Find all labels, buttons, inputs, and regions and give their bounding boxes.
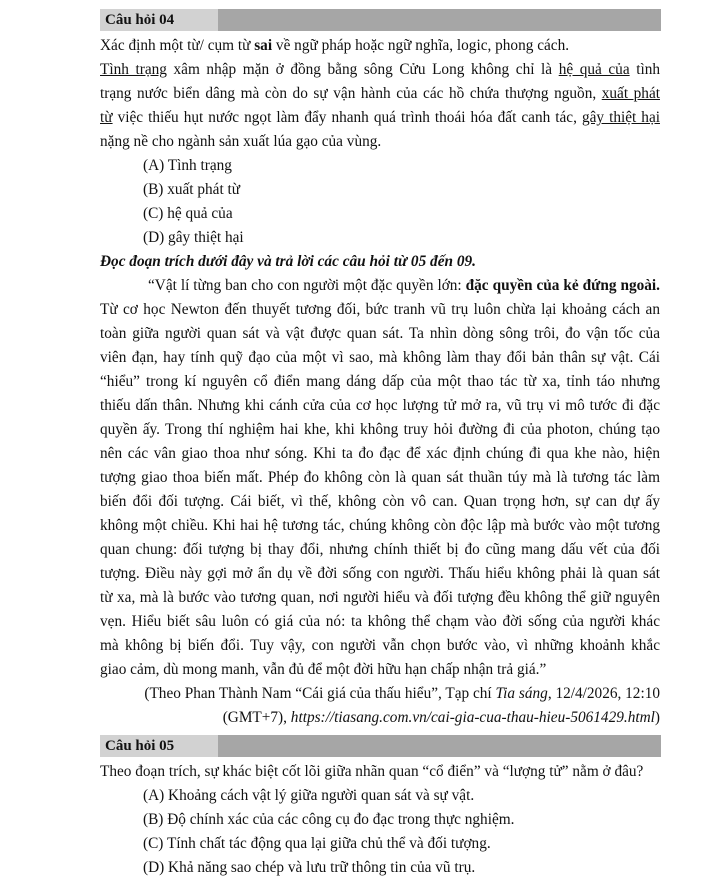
- excerpt-line: quan chung: đối tượng bị thay đổi, nhưng chính thiết bị đo cũng mang dấu vết của đối: [100, 541, 660, 558]
- journal-name: Tia sáng: [495, 685, 548, 702]
- excerpt-line: thiếu dấn thân. Nhưng khi cánh cửa của cơ học lượng tử mở ra, vũ trụ vi mô tước đi đặc: [100, 397, 660, 414]
- section-instruction: Đọc đoạn trích dưới đây và trả lời các câu hỏi từ 05 đến 09.: [100, 253, 476, 270]
- question-05-header: [100, 735, 661, 757]
- excerpt-line: [148, 274, 660, 298]
- source-citation: [100, 706, 660, 730]
- passage-text: xâm nhập mặn ở đồng bằng sông Cửu Long không chỉ là: [166, 61, 559, 78]
- excerpt-line: mà không bị biến đổi. Tuy vậy, con người vẫn chọn bước vào, vì những khoảnh khắc: [100, 637, 660, 654]
- question-04-label: Câu hỏi 04: [100, 9, 218, 31]
- passage-line: [100, 58, 660, 82]
- passage-line: [100, 82, 660, 106]
- option-a[interactable]: (A) Khoảng cách vật lý giữa người quan sát và sự vật.: [143, 787, 475, 804]
- source-text: (Theo Phan Thành Nam “Cái giá của thấu hiểu”, Tạp chí: [144, 685, 496, 702]
- passage-text: trạng nước biển dâng mà còn do sự vận hành của các hồ chứa thượng nguồn,: [100, 85, 602, 102]
- source-text: (GMT+7),: [222, 709, 291, 726]
- excerpt-line: tượng. Điều này gợi mở ẩn dụ về đời sống con người. Thấu hiểu không phải là quan sát: [100, 565, 660, 582]
- option-d[interactable]: (D) gây thiệt hại: [143, 229, 244, 246]
- excerpt-line: nên các vân giao thoa như sóng. Khi ta đo đạc để xác định chúng đi qua khe nào, hiện: [100, 445, 660, 462]
- excerpt-line: không một chiều. Khi hai hệ tương tác, chúng không còn độc lập mà bước vào một tương: [100, 517, 660, 534]
- option-b[interactable]: (B) xuất phát từ: [143, 181, 241, 198]
- underlined-phrase: Tình trạng: [100, 61, 167, 78]
- excerpt-line: toàn giữa người quan sát và vật được quan sát. Ta nhìn dòng sông trôi, đo vận tốc của: [100, 325, 660, 342]
- header-bar: [218, 735, 661, 757]
- prompt-emphasis: sai: [254, 37, 273, 54]
- option-b[interactable]: (B) Độ chính xác của các công cụ đo đạc trong thực nghiệm.: [143, 811, 515, 828]
- prompt-text: Xác định một từ/ cụm từ: [100, 37, 255, 54]
- option-c[interactable]: (C) hệ quả của: [143, 205, 233, 222]
- excerpt-line: Từ cơ học Newton đến thuyết tương đối, bức tranh vũ trụ luôn chừa lại khoảng cách an: [100, 301, 660, 318]
- underlined-phrase: hệ quả của: [558, 61, 630, 78]
- excerpt-line: viên đạn, hay tính quỹ đạo của một vì sao, mà không làm thay đổi bản thân sự vật. Cái: [100, 349, 660, 366]
- question-05-prompt: Theo đoạn trích, sự khác biệt cốt lõi giữa nhãn quan “cổ điển” và “lượng tử” nằm ở đâu?: [100, 763, 644, 780]
- excerpt-line: vẹn. Hiểu biết sâu luôn có giá của nó: ta không thể chạm vào đời sống của người khác: [100, 613, 660, 630]
- question-04-prompt: [100, 34, 660, 58]
- underlined-phrase: gây thiệt hại: [581, 109, 660, 126]
- excerpt-line: giao cảm, dù mong manh, vẫn đủ để một đời hữu hạn chấp nhận trả giá.”: [100, 661, 547, 678]
- question-04-header: [100, 9, 661, 31]
- passage-line: [100, 106, 660, 130]
- excerpt-text: “Vật lí từng ban cho con người một đặc quyền lớn:: [148, 277, 466, 294]
- underlined-phrase: từ: [100, 109, 113, 126]
- header-bar: [218, 9, 661, 31]
- source-url[interactable]: https://tiasang.com.vn/cai-gia-cua-thau-hieu-5061429.html: [290, 709, 655, 726]
- passage-text: tình: [629, 61, 661, 78]
- passage-line: nặng nề cho ngành sản xuất lúa gạo của vùng.: [100, 133, 382, 150]
- source-text: ): [654, 709, 660, 726]
- excerpt-emphasis: đặc quyền của kẻ đứng ngoài.: [465, 277, 660, 294]
- question-05-label: Câu hỏi 05: [100, 735, 218, 757]
- excerpt-line: từ xa, mà là bước vào tương quan, nơi người hiểu và đối tượng đều không thể giữ nguyên: [100, 589, 660, 606]
- underlined-phrase: xuất phát: [601, 85, 660, 102]
- option-c[interactable]: (C) Tính chất tác động qua lại giữa chủ thể và đối tượng.: [143, 835, 491, 852]
- option-a[interactable]: (A) Tình trạng: [143, 157, 232, 174]
- passage-text: việc thiếu hụt nước ngọt làm đẩy nhanh quá trình thoái hóa đất canh tác,: [112, 109, 582, 126]
- excerpt-line: biến đổi đối tượng. Cái biết, vì thế, không còn vô can. Quan trọng hơn, sự can dự ấy: [100, 493, 660, 510]
- excerpt-line: quyền ấy. Trong thí nghiệm hai khe, khi không truy hỏi đường đi của photon, chúng tạo: [100, 421, 660, 438]
- option-d[interactable]: (D) Khả năng sao chép và lưu trữ thông tin của vũ trụ.: [143, 859, 476, 876]
- excerpt-line: “hiểu” trong kí nguyên cổ điển mang dáng dấp của một thao tác từ xa, tỉnh táo nhưng: [100, 373, 660, 390]
- prompt-text: về ngữ pháp hoặc ngữ nghĩa, logic, phong cách.: [272, 37, 570, 54]
- excerpt-line: tượng giao thoa biến mất. Phép đo không còn là quan sát thuần túy mà là tương tác làm: [100, 469, 660, 486]
- source-text: , 12/4/2026, 12:10: [547, 685, 660, 702]
- source-citation: [100, 682, 660, 706]
